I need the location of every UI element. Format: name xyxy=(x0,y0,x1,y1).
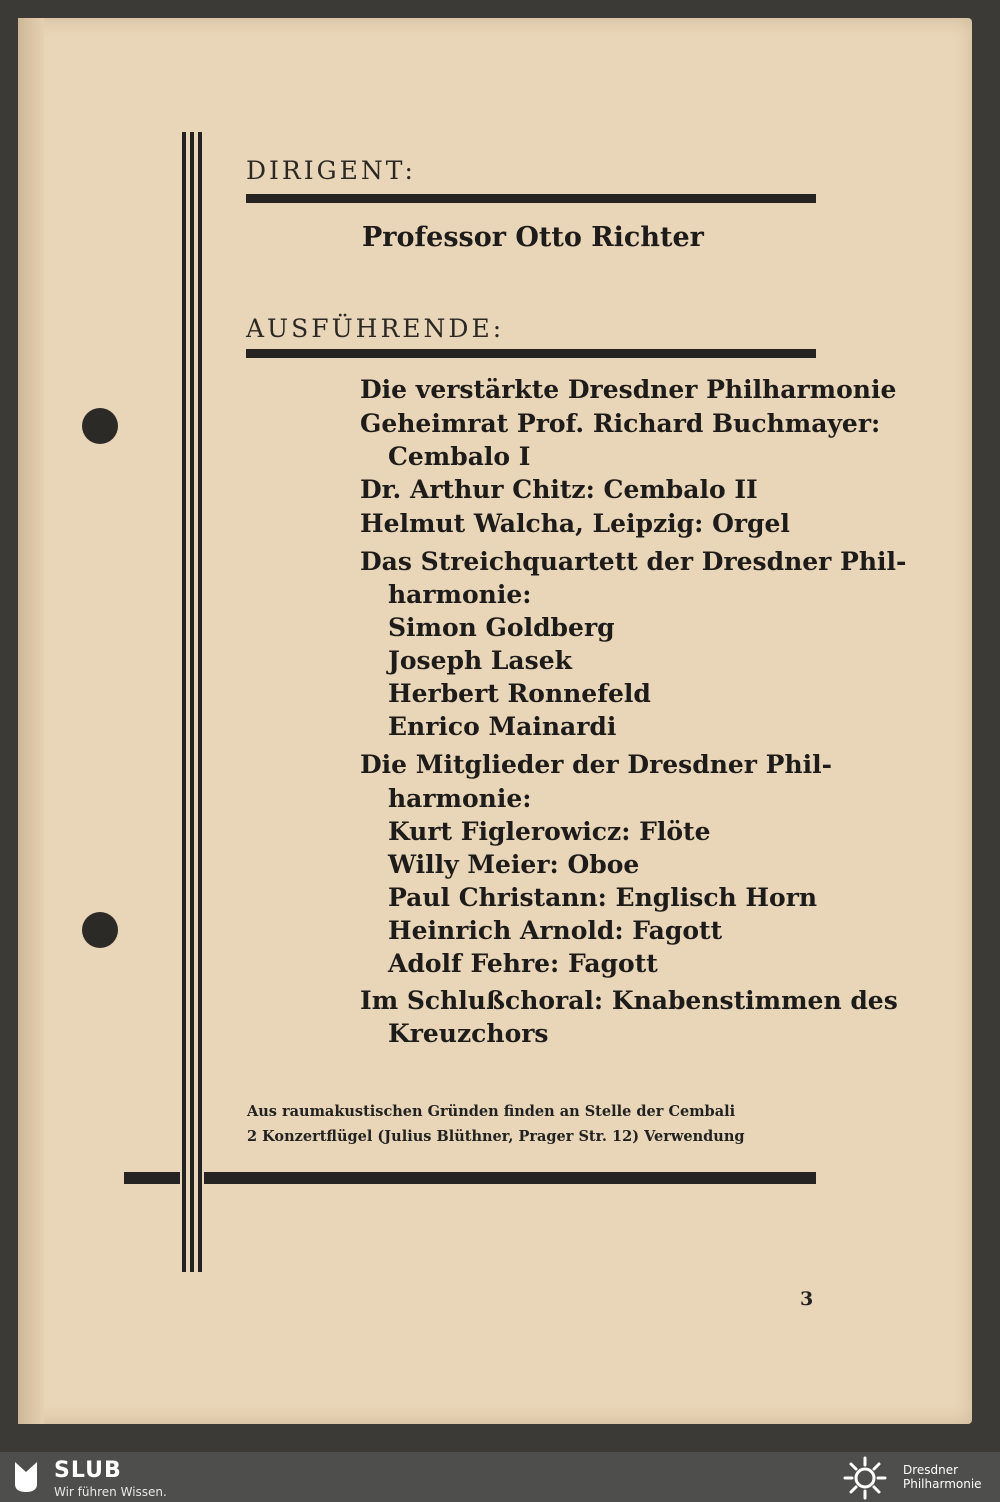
performer-line: Enrico Mainardi xyxy=(388,712,617,741)
performer-line: Die Mitglieder der Dresdner Phil- xyxy=(360,750,833,779)
punch-hole-bottom xyxy=(82,912,118,948)
punch-hole-top xyxy=(82,408,118,444)
footer-bar xyxy=(0,1452,1000,1502)
performer-line: Helmut Walcha, Leipzig: Orgel xyxy=(360,509,790,538)
partner-name-line-2: Philharmonie xyxy=(903,1477,982,1491)
dirigent-rule xyxy=(246,194,816,203)
performer-line: harmonie: xyxy=(388,580,532,609)
slub-logo-icon xyxy=(12,1460,40,1494)
page-binding-edge xyxy=(18,18,44,1424)
philharmonie-logo-icon xyxy=(842,1455,888,1501)
library-name: SLUB xyxy=(54,1458,122,1483)
performer-line: Paul Christann: Englisch Horn xyxy=(388,883,818,912)
performer-line: Simon Goldberg xyxy=(388,613,615,642)
conductor-name: Professor Otto Richter xyxy=(362,222,704,253)
performer-line: Geheimrat Prof. Richard Buchmayer: xyxy=(360,409,881,438)
bottom-rule-left xyxy=(124,1172,180,1184)
performer-line: Herbert Ronnefeld xyxy=(388,679,651,708)
vertical-rule-2 xyxy=(190,132,194,1272)
vertical-rule-3 xyxy=(198,132,202,1272)
dirigent-heading: DIRIGENT: xyxy=(246,156,416,185)
partner-name xyxy=(903,1463,982,1491)
note-line-1: Aus raumakustischen Gründen finden an Stelle der Cembali xyxy=(247,1103,736,1120)
performer-line: harmonie: xyxy=(388,784,532,813)
performers-rule xyxy=(246,349,816,358)
performer-line: Cembalo I xyxy=(388,442,531,471)
performer-line: Die verstärkte Dresdner Philharmonie xyxy=(360,375,897,404)
library-tagline: Wir führen Wissen. xyxy=(54,1485,167,1499)
performers-heading: AUSFÜHRENDE: xyxy=(246,314,505,343)
page-number: 3 xyxy=(800,1288,814,1310)
performer-line: Willy Meier: Oboe xyxy=(388,850,640,879)
performer-line: Das Streichquartett der Dresdner Phil- xyxy=(360,547,907,576)
performer-line: Kurt Figlerowicz: Flöte xyxy=(388,817,711,846)
bottom-rule-right xyxy=(204,1172,816,1184)
performer-line: Dr. Arthur Chitz: Cembalo II xyxy=(360,475,758,504)
partner-name-line-1: Dresdner xyxy=(903,1463,959,1477)
performer-line: Joseph Lasek xyxy=(388,646,572,675)
note-line-2: 2 Konzertflügel (Julius Blüthner, Prager Str. 12) Verwendung xyxy=(247,1128,745,1145)
performer-line: Kreuzchors xyxy=(388,1019,549,1048)
vertical-rule-1 xyxy=(182,132,186,1272)
performer-line: Adolf Fehre: Fagott xyxy=(388,949,658,978)
performer-line: Im Schlußchoral: Knabenstimmen des xyxy=(360,986,898,1015)
performer-line: Heinrich Arnold: Fagott xyxy=(388,916,723,945)
